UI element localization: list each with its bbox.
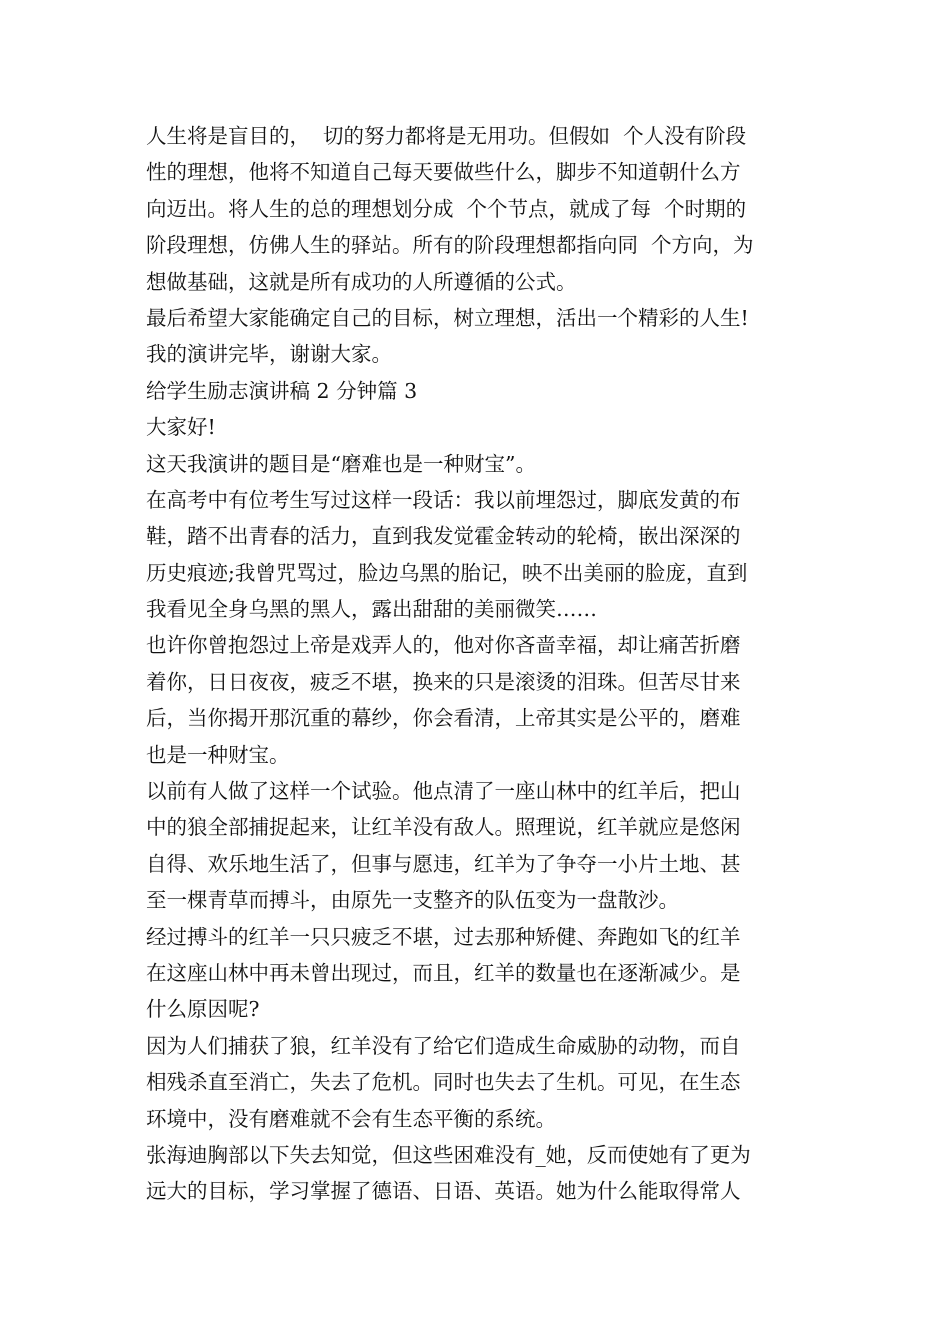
text-line: 在这座山林中再未曾出现过，而且，红羊的数量也在逐渐减少。是	[146, 960, 741, 985]
text-line: 在高考中有位考生写过这样一段话：我以前埋怨过，脚底发黄的布	[146, 487, 741, 512]
text-line: 着你，日日夜夜，疲乏不堪，换来的只是滚烫的泪珠。但苦尽甘来	[146, 669, 741, 694]
text-line: 至一棵青草而搏斗，由原先一支整齐的队伍变为一盘散沙。	[146, 888, 679, 913]
text-line: 向迈出。将人生的总的理想划分成 个个节点，就成了每 个时期的	[146, 196, 747, 221]
text-line: 人生将是盲目的， 切的努力都将是无用功。但假如 个人没有阶段	[146, 124, 747, 148]
text-line: 以前有人做了这样一个试验。他点清了一座山林中的红羊后，把山	[146, 779, 741, 804]
text-line: 因为人们捕获了狼，红羊没有了给它们造成生命威胁的动物，而自	[146, 1033, 741, 1058]
text-line: 想做基础，这就是所有成功的人所遵循的公式。	[146, 269, 577, 294]
text-line: 远大的目标，学习掌握了德语、日语、英语。她为什么能取得常人	[146, 1179, 741, 1204]
text-line: 最后希望大家能确定自己的目标，树立理想，活出一个精彩的人生!	[146, 305, 749, 330]
text-line: 性的理想，他将不知道自己每天要做些什么，脚步不知道朝什么方	[146, 160, 741, 185]
text-line: 自得、欢乐地生活了，但事与愿违，红羊为了争夺一小片土地、甚	[146, 851, 741, 876]
text-line: 阶段理想，仿佛人生的驿站。所有的阶段理想都指向同 个方向，为	[146, 233, 754, 258]
section-heading: 给学生励志演讲稿 2 分钟篇 3	[146, 378, 418, 403]
text-line: 我的演讲完毕，谢谢大家。	[146, 342, 392, 367]
text-line: 相残杀直至消亡，失去了危机。同时也失去了生机。可见，在生态	[146, 1070, 741, 1095]
text-line: 张海迪胸部以下失去知觉，但这些困难没有_她，反而使她有了更为	[146, 1142, 751, 1167]
text-line: 历史痕迹;我曾咒骂过，脸边乌黑的胎记，映不出美丽的脸庞，直到	[146, 560, 748, 585]
text-line: 也许你曾抱怨过上帝是戏弄人的，他对你吝啬幸福，却让痛苦折磨	[146, 633, 741, 658]
text-line: 什么原因呢?	[146, 997, 260, 1022]
text-line: 鞋，踏不出青春的活力，直到我发觉霍金转动的轮椅，嵌出深深的	[146, 524, 741, 549]
text-line: 后，当你揭开那沉重的幕纱，你会看清，上帝其实是公平的，磨难	[146, 706, 741, 731]
document-body	[146, 118, 816, 1210]
text-line: 经过搏斗的红羊一只只疲乏不堪，过去那种矫健、奔跑如飞的红羊	[146, 924, 741, 949]
text-line: 也是一种财宝。	[146, 742, 290, 767]
text-line: 大家好!	[146, 415, 216, 440]
text-line: 我看见全身乌黑的黑人，露出甜甜的美丽微笑……	[146, 597, 597, 622]
text-line: 这天我演讲的题目是“磨难也是一种财宝”。	[146, 451, 536, 476]
text-line: 环境中，没有磨难就不会有生态平衡的系统。	[146, 1106, 556, 1131]
text-line: 中的狼全部捕捉起来，让红羊没有敌人。照理说，红羊就应是悠闲	[146, 815, 741, 840]
